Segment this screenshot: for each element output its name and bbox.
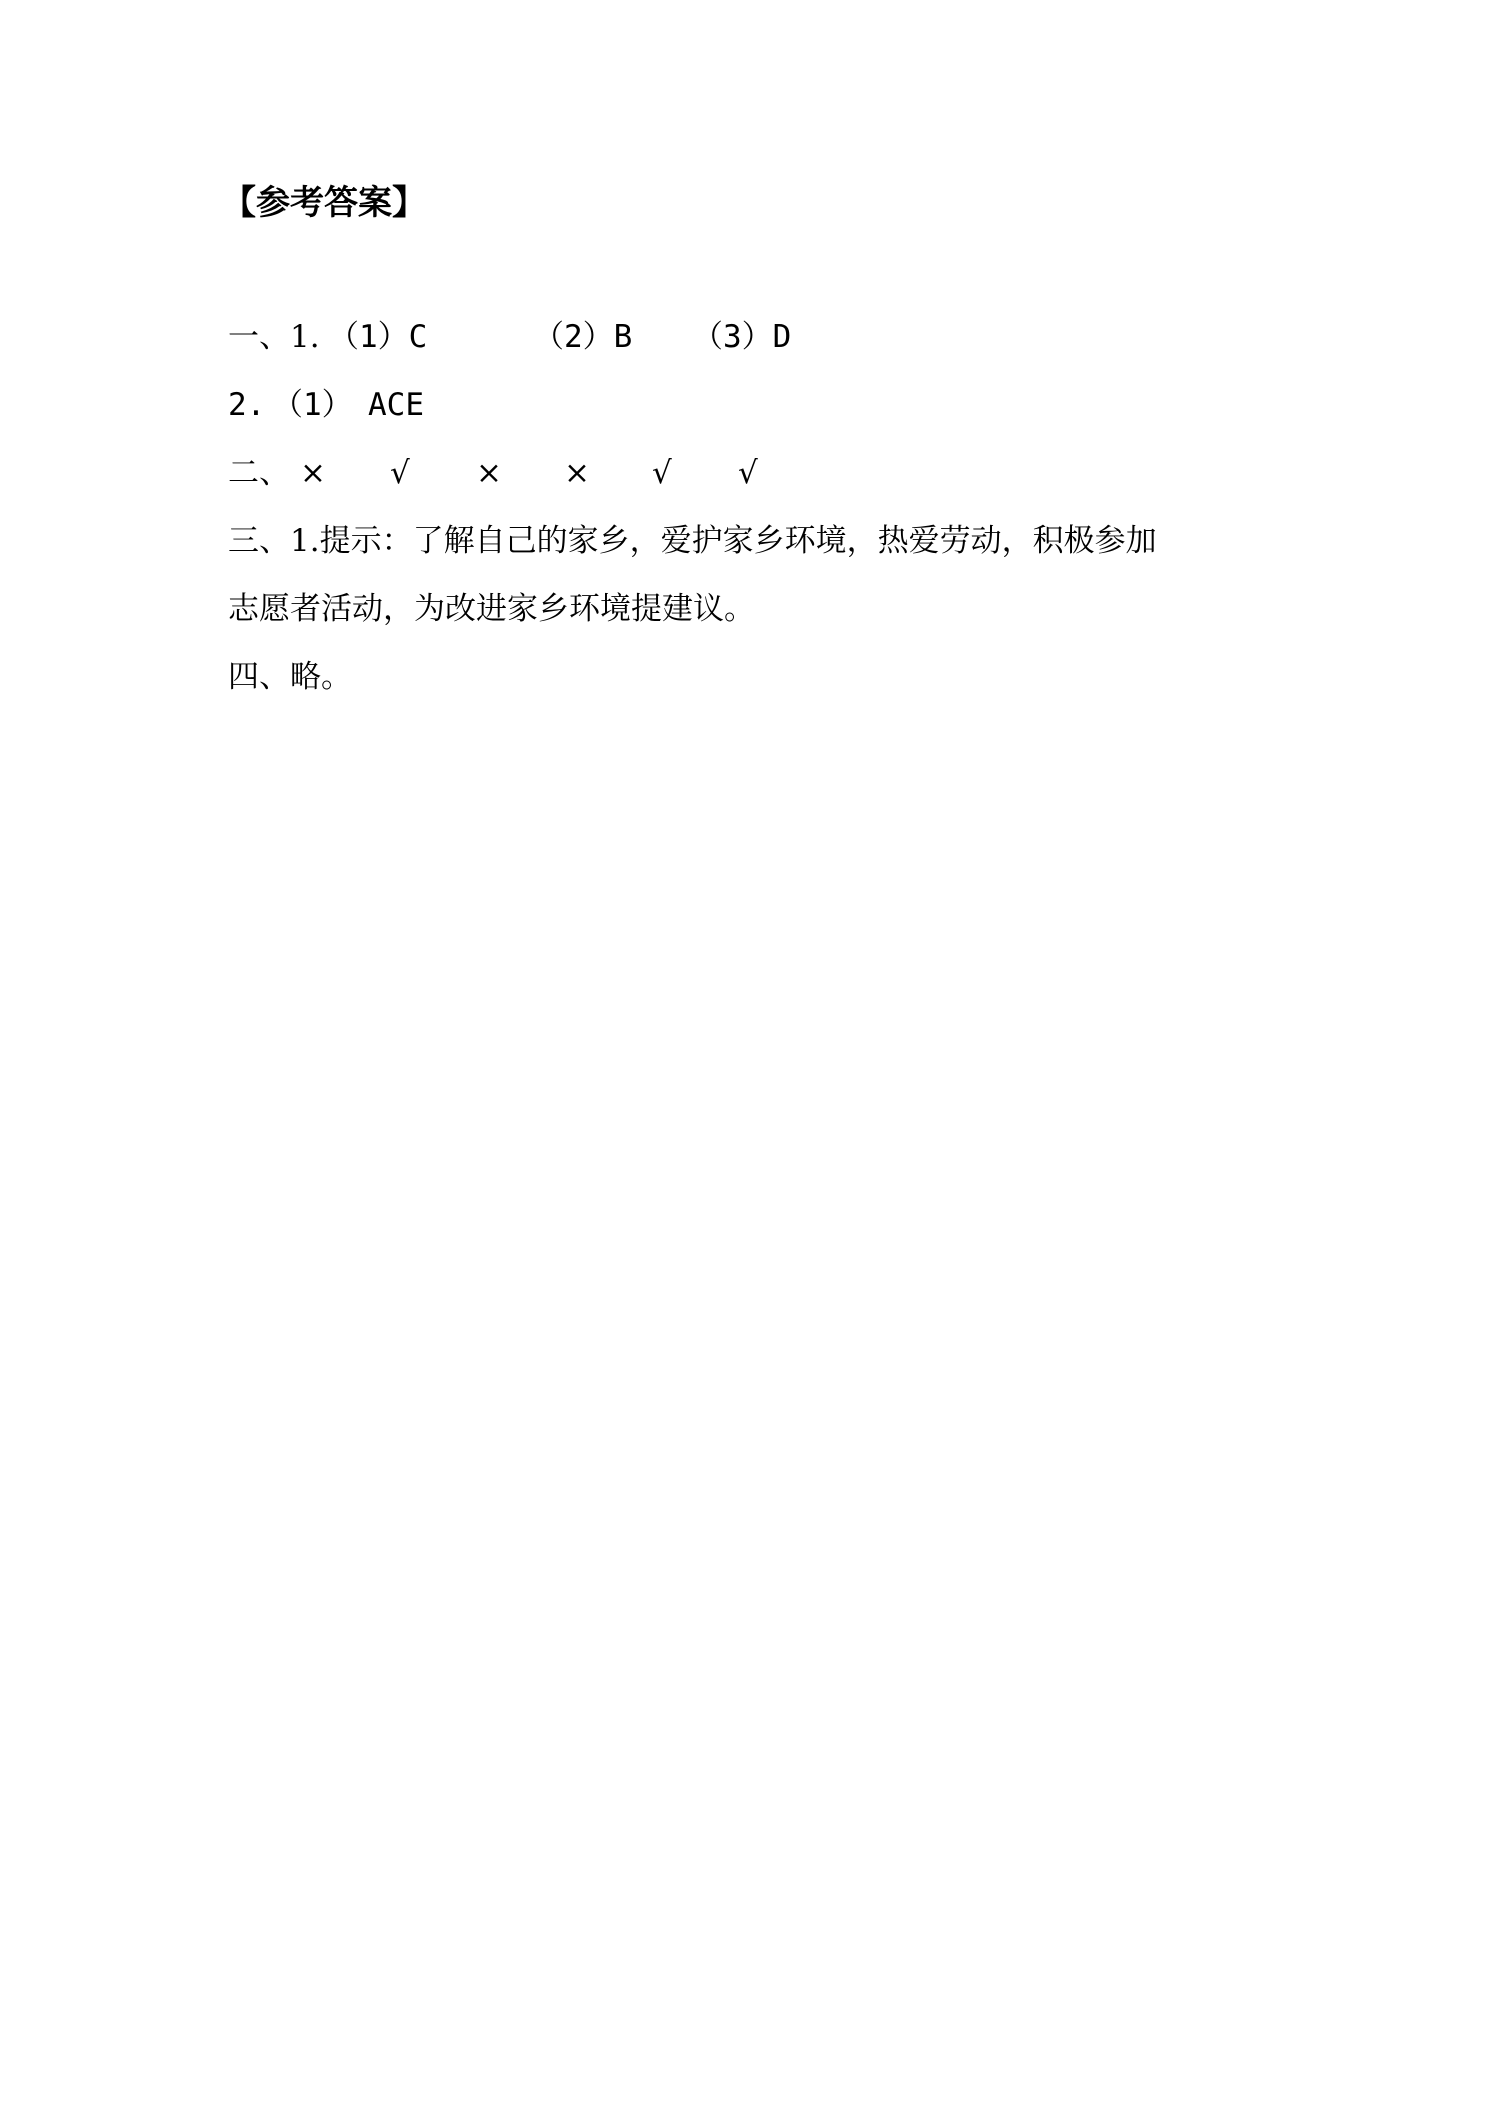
- section1-prefix: 一、1.: [228, 319, 320, 355]
- section3-line-2: 志愿者活动，为改进家乡环境提建议。: [228, 591, 755, 627]
- section1-q2-answer-label: （1）: [272, 387, 353, 423]
- section1-answer-1: （1）C: [328, 319, 428, 355]
- section1-answer-2: （2）B: [533, 319, 633, 355]
- section1-q2-prefix: 2.: [228, 387, 266, 423]
- section2-line: [228, 450, 828, 496]
- section1-q1-line: [228, 314, 928, 360]
- section2-mark-5: √: [652, 455, 672, 491]
- section2-mark-2: √: [390, 455, 410, 491]
- reference-answers-heading: 【参考答案】: [222, 183, 426, 223]
- section2-prefix: 二、: [228, 455, 290, 491]
- section3-line-1: 三、1.提示：了解自己的家乡，爱护家乡环境，热爱劳动，积极参加: [228, 523, 1157, 559]
- section2-mark-1: ×: [300, 455, 326, 491]
- section4-line: 四、略。: [228, 659, 352, 695]
- section1-q2-line: [228, 382, 628, 428]
- section2-mark-3: ×: [476, 455, 502, 491]
- section1-answer-3: （3）D: [692, 319, 792, 355]
- section2-mark-4: ×: [564, 455, 590, 491]
- section1-q2-answer-value: ACE: [368, 387, 424, 423]
- section2-mark-6: √: [738, 455, 758, 491]
